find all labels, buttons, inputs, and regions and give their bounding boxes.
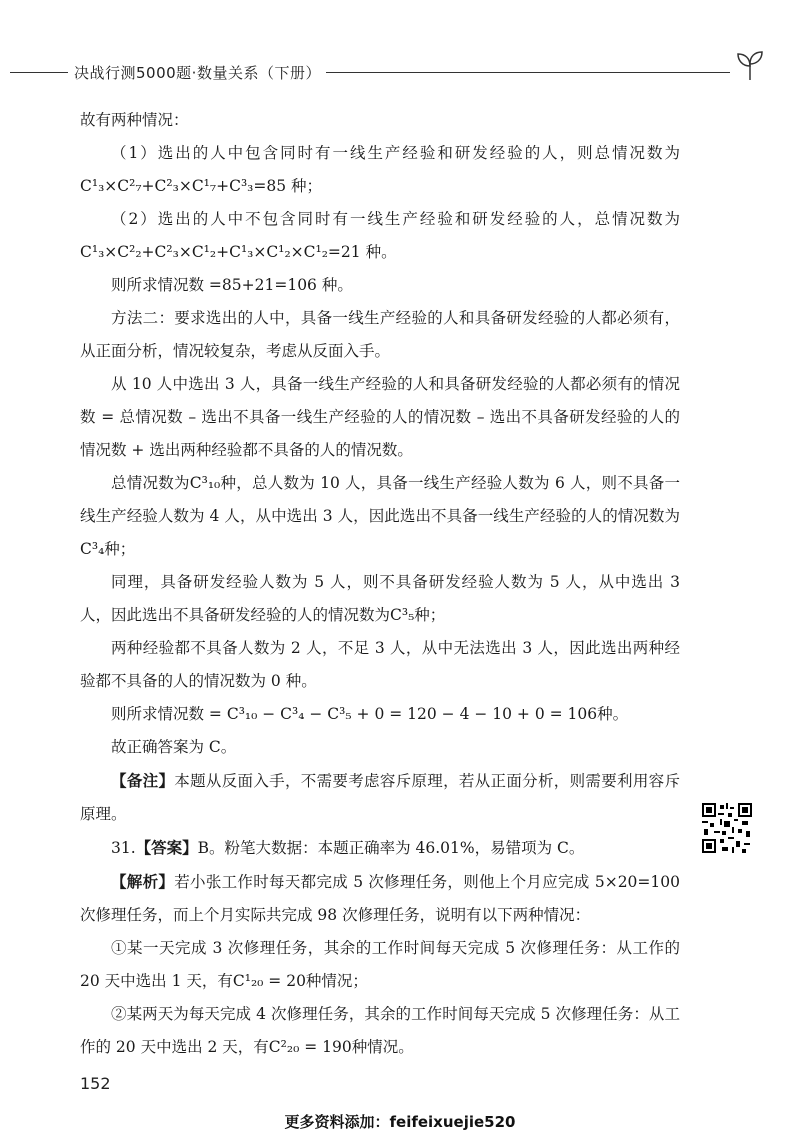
analysis-paragraph: 【解析】若小张工作时每天都完成 5 次修理任务，则他上个月应完成 5×20=100 次修理任务，而上个月实际共完成 98 次修理任务，说明有以下两种情况： [80, 872, 680, 924]
paragraph: 则所求情况数 =85+21=106 种。 [111, 276, 353, 294]
paragraph: 则所求情况数 = C³₁₀ − C³₄ − C³₅ + 0 = 120 − 4 − 10 + 0 = 106种。 [111, 705, 629, 723]
header-title: 决战行测5000题·数量关系（下册） [74, 64, 321, 82]
paragraph: ②某两天为每天完成 4 次修理任务，其余的工作时间每天完成 5 次修理任务：从工作的 20 天中选出 2 天，有C²₂₀ = 190种情况。 [80, 1005, 680, 1056]
remark-tag: 【备注】 [111, 771, 175, 790]
paragraph: 方法二：要求选出的人中，具备一线生产经验的人和具备研发经验的人都必须有，从正面分析，情况较复杂，考虑从反面入手。 [80, 309, 680, 360]
paragraph: 故正确答案为 C。 [111, 738, 237, 756]
header-rule-left [10, 72, 68, 73]
paragraph: 同理，具备研发经验人数为 5 人，则不具备研发经验人数为 5 人，从中选出 3 人，因此选出不具备研发经验的人的情况数为C³₅种； [80, 573, 680, 624]
body-text [80, 104, 680, 1064]
paragraph: （2）选出的人中不包含同时有一线生产经验和研发经验的人，总情况数为C¹₃×C²₂+C²₃×C¹₂+C¹₃×C¹₂×C¹₂=21 种。 [80, 210, 680, 261]
paragraph: 总情况数为C³₁₀种，总人数为 10 人，具备一线生产经验人数为 6 人，则不具备一线生产经验人数为 4 人，从中选出 3 人，因此选出不具备一线生产经验的人的情况数为C³₄种； [80, 474, 680, 558]
answer-tag: 【答案】 [135, 838, 198, 857]
paragraph: 两种经验都不具备人数为 2 人，不足 3 人，从中无法选出 3 人，因此选出两种经验都不具备的人的情况数为 0 种。 [80, 639, 680, 690]
analysis-tag: 【解析】 [111, 872, 175, 891]
paragraph: 故有两种情况： [80, 111, 189, 129]
question-number: 31. [111, 839, 136, 857]
sprout-icon [730, 44, 770, 84]
paragraph: ①某一天完成 3 次修理任务，其余的工作时间每天完成 5 次修理任务：从工作的 20 天中选出 1 天，有C¹₂₀ = 20种情况； [80, 939, 680, 990]
footer-note: 更多资料添加：feifeixuejie520 [284, 1113, 516, 1131]
header-rule-right [326, 72, 730, 73]
qr-code-icon[interactable] [702, 803, 752, 853]
page-number: 152 [80, 1074, 111, 1093]
paragraph: 从 10 人中选出 3 人，具备一线生产经验的人和具备研发经验的人都必须有的情况数 = 总情况数 – 选出不具备一线生产经验的人的情况数 – 选出不具备研发经验的人的情况数 + 选出两种经验都不具备的人的情况数。 [80, 375, 680, 459]
paragraph: （1）选出的人中包含同时有一线生产经验和研发经验的人，则总情况数为C¹₃×C²₇+C²₃×C¹₇+C³₃=85 种； [80, 144, 680, 195]
remark-paragraph: 【备注】本题从反面入手，不需要考虑容斥原理，若从正面分析，则需要利用容斥原理。 [80, 771, 680, 823]
running-header [0, 58, 800, 86]
answer-paragraph: 31.【答案】B。粉笔大数据：本题正确率为 46.01%，易错项为 C。 [111, 838, 585, 857]
